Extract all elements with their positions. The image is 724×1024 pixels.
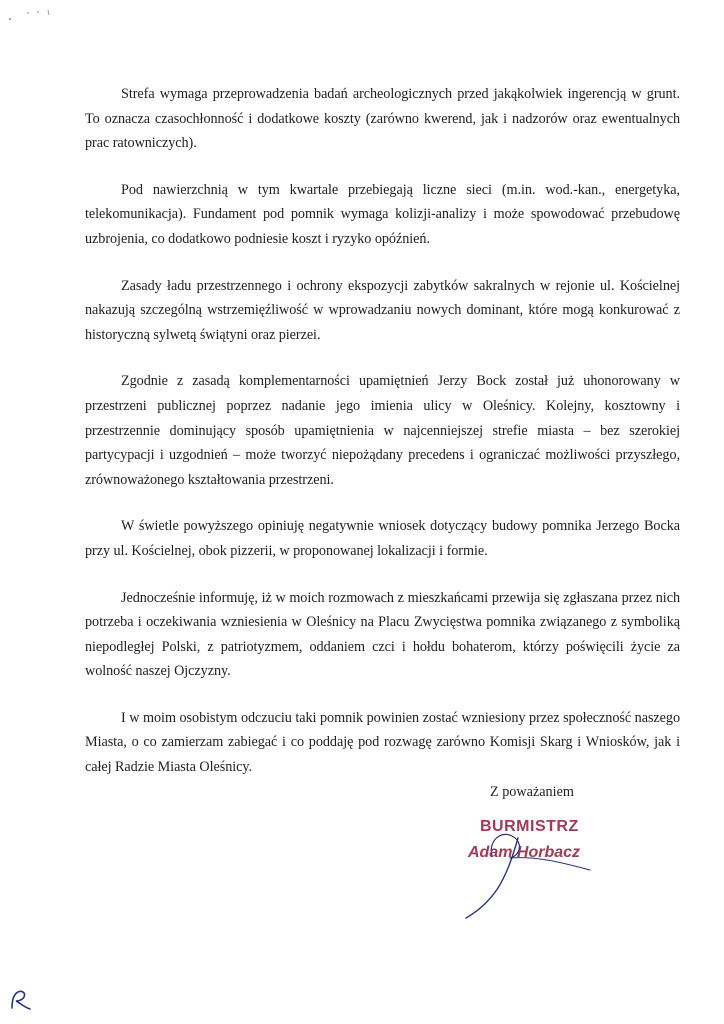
signature-block [440,812,640,922]
paragraph-commemoration: Zgodnie z zasadą komplementarności upamiętnień Jerzy Bock został już uhonorowany w przestrzeni publicznej poprzez nadanie jego imienia ulicy w Oleśnicy. Kolejny, kosztowny i przestrzennie dominujący sposób upamiętnienia w najcenniejszej strefie miasta – bez szerokiej partycypacji i uzgodnień – może tworzyć niepożądany precedens i ograniczać możliwości przyszłego, zrównoważonego kształtowania przestrzeni. [85,373,680,488]
paragraph-residents-request: Jednocześnie informuję, iż w moich rozmowach z mieszkańcami przewija się zgłaszana przez nich potrzeba i oczekiwania wzniesienia w Oleśnicy na Placu Zwycięstwa pomnika związanego z symboliką niepodległej Polski, z patriotyzmem, oddaniem czci i hołdu bohaterom, którzy poświęcili życie za wolność naszej Ojczyzny. [85,589,680,680]
paragraph-utilities: Pod nawierzchnią w tym kwartale przebiegają liczne sieci (m.in. wod.-kan., energetyka, telekomunikacja). Fundament pod pomnik wymaga kolizji-analizy i może spowodować przebudowę uzbrojenia, co dodatkowo podniesie koszt i ryzyko opóźnień. [85,181,680,247]
closing-salutation: Z poważaniem [490,784,574,800]
paragraph-archaeology: Strefa wymaga przeprowadzenia badań archeologicznych przed jakąkolwiek ingerencją w grunt. To oznacza czasochłonność i dodatkowe koszty (zarówno kwerend, jak i nadzorów oraz ewentualnych prac ratowniczych). [85,86,680,152]
paragraph-spatial-order: Zasady ładu przestrzennego i ochrony ekspozycji zabytków sakralnych w rejonie ul. Kościelnej nakazują szczególną wstrzemięźliwość w wprowadzaniu nowych dominant, które mogą konkurować z historyczną sylwetą świątyni oraz pierzei. [85,277,680,343]
handwritten-signature [440,812,640,922]
stamp-name: Adam Horbacz [468,844,581,861]
letter-body [85,82,680,802]
margin-handwritten-mark [6,988,36,1012]
paragraph-negative-opinion: W świetle powyższego opiniuję negatywnie wniosek dotyczący budowy pomnika Jerzego Bocka przy ul. Kościelnej, obok pizzerii, w proponowanej lokalizacji i formie. [85,518,680,559]
paragraph-personal-view: I w moim osobistym odczuciu taki pomnik powinien zostać wzniesiony przez społeczność naszego Miasta, o co zamierzam zabiegać i co poddaję pod rozwagę zarówno Komisji Skarg i Wniosków, jak i całej Radzie Miasta Oleśnicy. [85,709,680,776]
stamp-title: BURMISTRZ [480,818,579,835]
scan-corner-marks [4,8,64,22]
